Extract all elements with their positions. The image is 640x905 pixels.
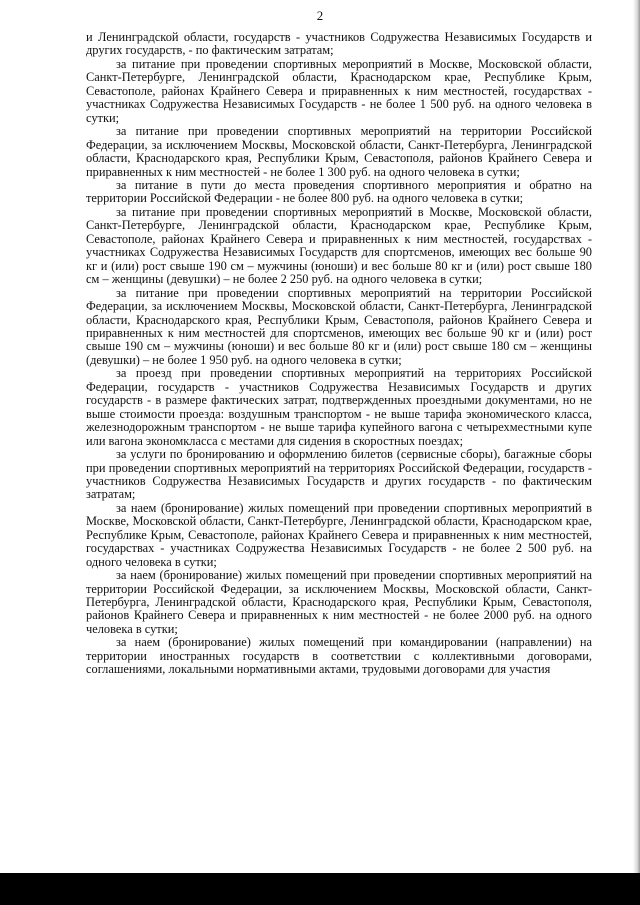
paragraph: за наем (бронирование) жилых помещений при проведении спортивных мероприятий в Москве, Московской области, Санкт-Петербурге, Ленинградской области, Краснодарском крае, Республике Крым, Севастополе, районах Крайнего Севера и приравненных к ним местностей, государствах - участниках Содружества Независимых Государств - не более 2 500 руб. на одного человека в сутки; [86, 500, 592, 569]
paragraph: за питание при проведении спортивных мероприятий на территории Российской Федерации, за исключением Москвы, Московской области, Санкт-Петербурга, Ленинградской области, Краснодарского края, Республики Крым, Севастополя, районов Крайнего Севера и приравненных к ним местностей для спортсменов, имеющих вес больше 90 кг и (или) рост свыше 190 см – мужчины (юноши) и вес больше 80 кг и (или) рост свыше 180 см – женщины (девушки) – не более 1 950 руб. на одного человека в сутки; [86, 285, 592, 367]
scan-border-bottom [0, 873, 640, 905]
paragraph: за питание в пути до места проведения спортивного мероприятия и обратно на территории Российской Федерации - не более 800 руб. на одного человека в сутки; [86, 177, 592, 206]
page-number: 2 [316, 8, 324, 23]
paragraph: за питание при проведении спортивных мероприятий в Москве, Московской области, Санкт-Петербурге, Ленинградской области, Краснодарском крае, Республике Крым, Севастополе, районах Крайнего Севера и приравненных к ним местностей, государствах - участниках Содружества Независимых Государств - не более 1 500 руб. на одного человека в сутки; [86, 56, 592, 125]
paragraph: за наем (бронирование) жилых помещений при командировании (направлении) на территории иностранных государств в соответствии с коллективными договорами, соглашениями, локальными нормативными актами, трудовыми договорами для участия [86, 635, 592, 677]
paragraph: за питание при проведении спортивных мероприятий на территории Российской Федерации, за исключением Москвы, Московской области, Санкт-Петербурга, Ленинградской области, Краснодарского края, Республики Крым, Севастополя, районов Крайнего Севера и приравненных к ним местностей - не более 1 300 руб. на одного человека в сутки; [86, 124, 592, 179]
paragraph: за проезд при проведении спортивных мероприятий на территориях Российской Федерации, государств - участников Содружества Независимых Государств и других государств - в размере фактических затрат, подтвержденных проездными документами, но не выше стоимости проезда: воздушным транспортом - не выше тарифа экономического класса, железнодорожным транспортом - не выше тарифа купейного вагона с четырехместными купе или вагона экономкласса с местами для сидения в скоростных поездах; [86, 366, 592, 448]
paragraph: за питание при проведении спортивных мероприятий в Москве, Московской области, Санкт-Петербурге, Ленинградской области, Краснодарском крае, Республике Крым, Севастополе, районах Крайнего Севера и приравненных к ним местностей, государствах - участниках Содружества Независимых Государств для спортсменов, имеющих вес больше 90 кг и (или) рост свыше 190 см – мужчины (юноши) и вес больше 80 кг и (или) рост свыше 180 см – женщины (девушки) – не более 2 250 руб. на одного человека в сутки; [86, 204, 592, 287]
document-body [86, 31, 592, 677]
paragraph: за услуги по бронированию и оформлению билетов (сервисные сборы), багажные сборы при проведении спортивных мероприятий на территориях Российской Федерации, государств - участников Содружества Независимых Государств и других государств - по фактическим затратам; [86, 447, 592, 502]
paragraph: и Ленинградской области, государств - участников Содружества Независимых Государств и других государств, - по фактическим затратам; [86, 30, 592, 58]
scan-shadow-right [633, 0, 640, 905]
paragraph: за наем (бронирование) жилых помещений при проведении спортивных мероприятий на территории Российской Федерации, за исключением Москвы, Московской области, Санкт-Петербурга, Ленинградской области, Краснодарского края, Республики Крым, Севастополя, районов Крайнего Севера и приравненных к ним местностей - не более 2000 руб. на одного человека в сутки; [86, 568, 592, 636]
